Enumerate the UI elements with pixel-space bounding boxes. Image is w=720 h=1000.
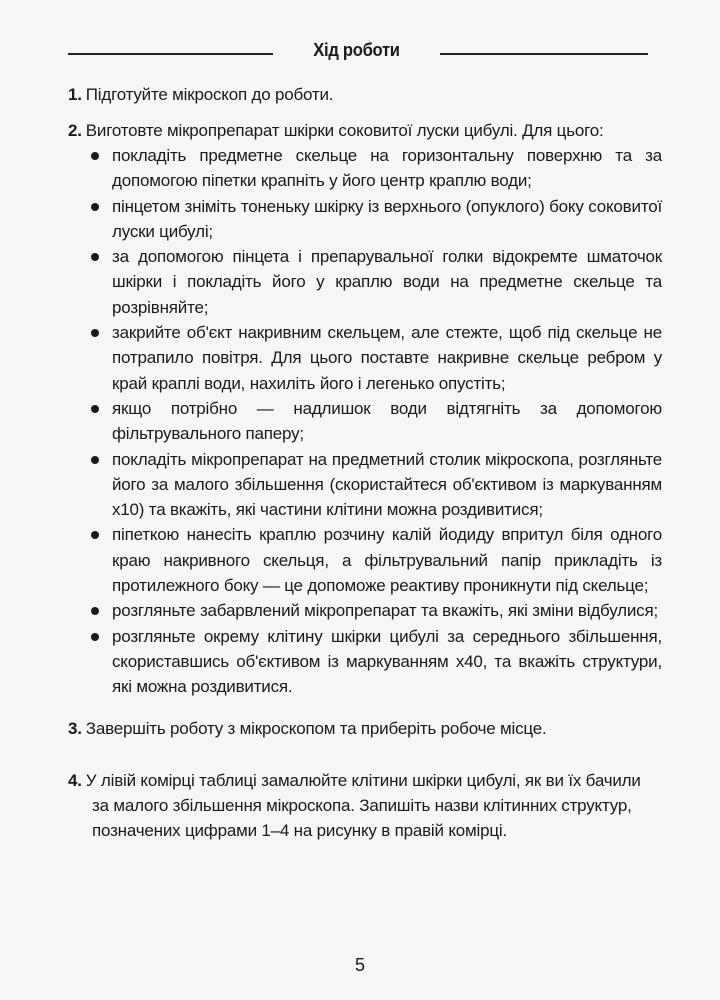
- list-item-text: розгляньте забарвлений мікропрепарат та вкажіть, які зміни відбулися;: [112, 601, 658, 621]
- list-item: [90, 143, 662, 194]
- bullet-icon: [91, 456, 99, 464]
- list-item: [90, 598, 662, 623]
- list-item: [90, 522, 662, 598]
- page-number: 5: [354, 955, 365, 975]
- bullet-icon: [91, 607, 99, 615]
- step-number: 1.: [68, 85, 82, 104]
- bullet-icon: [91, 152, 99, 160]
- step-text: Підготуйте мікроскоп до роботи.: [85, 85, 334, 104]
- list-item: [90, 194, 662, 245]
- list-item: [90, 320, 662, 396]
- list-item-text: покладіть мікропрепарат на предметний столик мікроскопа, розгляньте його за малого збільшення (скористайтеся об'єктивом із маркуванням х10) та вкажіть, які частини клітини можна роздивитися;: [112, 449, 662, 520]
- step-2-bullet-list: [90, 143, 662, 700]
- list-item-text: покладіть предметне скельце на горизонтальну поверхню та за допомогою піпетки крапніть у його центр краплю води;: [112, 146, 662, 191]
- step-2: [68, 118, 660, 143]
- bullet-icon: [91, 203, 99, 211]
- step-text: Виготовте мікропрепарат шкірки соковитої луски цибулі. Для цього:: [85, 121, 604, 140]
- bullet-icon: [91, 329, 99, 337]
- step-number: 3.: [68, 719, 82, 738]
- list-item-text: пінцетом зніміть тоненьку шкірку із верхнього (опуклого) боку соковитої луски цибулі;: [112, 196, 662, 241]
- list-item: [90, 396, 662, 447]
- list-item: [90, 244, 662, 320]
- bullet-icon: [91, 253, 99, 261]
- bullet-icon: [91, 531, 99, 539]
- step-text: У лівій комірці таблиці замалюйте клітини шкірки цибулі, як ви їх бачили за малого збільшення мікроскопа. Запишіть назви клітинних структур, позначених цифрами 1–4 на рисунку в правій комірці.: [85, 771, 641, 840]
- step-3: [68, 716, 660, 741]
- section-title: Хід роботи: [313, 40, 400, 60]
- bullet-icon: [91, 633, 99, 641]
- header-rule-right: [440, 53, 648, 55]
- step-number: 4.: [68, 771, 82, 790]
- list-item-text: розгляньте окрему клітину шкірки цибулі за середнього збільшення, скориставшись об'єктивом із маркуванням х40, та вкажіть структури, які можна роздивитися.: [112, 626, 662, 697]
- list-item-text: якщо потрібно — надлишок води відтягніть за допомогою фільтрувального паперу;: [112, 398, 662, 444]
- step-4: [68, 768, 660, 843]
- list-item: [90, 624, 662, 700]
- list-item-text: за допомогою пінцета і препарувальної голки відокремте шматочок шкірки і покладіть його у краплю води на предметне скельце та розрівняйте;: [112, 247, 662, 317]
- section-header: [68, 40, 648, 70]
- list-item-text: піпеткою нанесіть краплю розчину калій йодиду впритул біля одного краю накривного скельця, а фільтрувальний папір прикладіть із протилежного боку — це допоможе реактиву проникнути під скельце;: [112, 525, 662, 596]
- step-text: Завершіть роботу з мікроскопом та приберіть робоче місце.: [85, 719, 547, 738]
- step-1: [68, 82, 660, 107]
- header-rule-left: [68, 53, 273, 55]
- step-number: 2.: [68, 121, 82, 140]
- list-item: [90, 447, 662, 523]
- list-item-text: закрийте об'єкт накривним скельцем, але стежте, щоб під скельце не потрапило повітря. Для цього поставте накривне скельце ребром у край краплі води, нахиліть його і легенько опустіть;: [112, 323, 662, 393]
- step-body: [68, 768, 660, 843]
- bullet-icon: [91, 405, 99, 413]
